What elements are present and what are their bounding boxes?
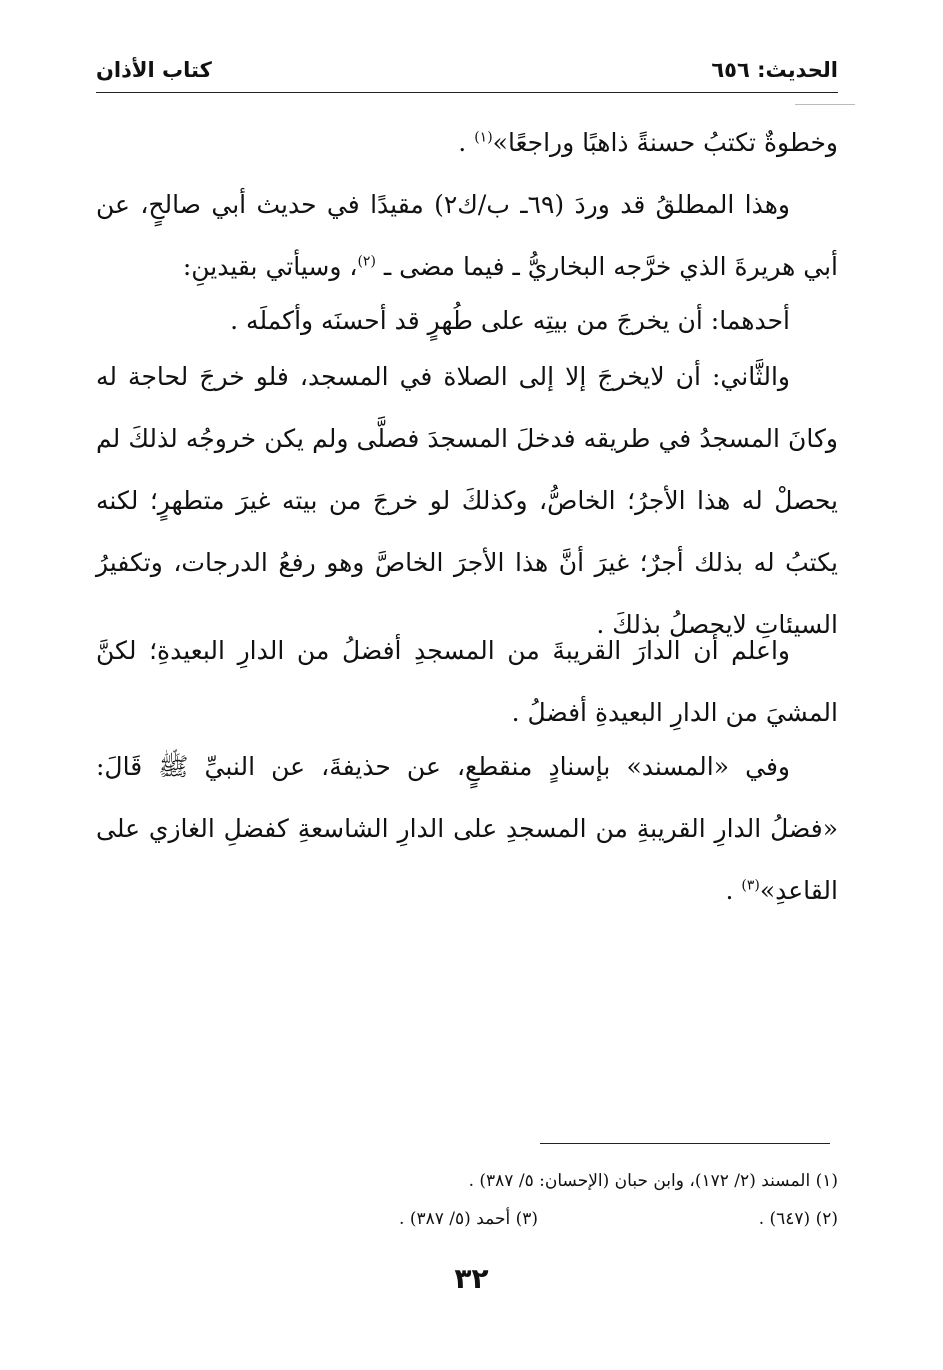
footnote-divider (540, 1143, 830, 1144)
paragraph-2-text-b: ، وسيأتي بقيدينِ: (182, 252, 358, 281)
paragraph-6-text: وفي «المسند» بإسنادٍ منقطعٍ، عن حذيفةَ، عن النبيِّ ﷺ قَالَ: «فضلُ الدارِ القريبةِ من المسجدِ على الدارِ الشاسعةِ كفضلِ الغازي على القاعدِ» (96, 752, 838, 905)
header-divider-accent (795, 104, 855, 105)
book-title: كتاب الأذان (96, 58, 212, 82)
paragraph-3-text: أحدهما: أن يخرجَ من بيتِه على طُهرٍ قد أحسنَه وأكملَه . (230, 306, 790, 335)
body-paragraph-5 (96, 620, 838, 744)
paragraph-5-text: واعلم أن الدارَ القريبةَ من المسجدِ أفضلُ من الدارِ البعيدةِ؛ لكنَّ المشيَ من الدارِ البعيدةِ أفضلُ . (96, 636, 838, 727)
body-paragraph-3 (96, 290, 838, 352)
footnote-row (300, 1162, 838, 1200)
hadith-number: الحديث: ٦٥٦ (711, 58, 838, 82)
paragraph-1-end: . (458, 128, 475, 157)
header-divider (96, 92, 838, 93)
footnote-row (300, 1200, 838, 1238)
footnote-ref-2: (٢) (357, 253, 376, 270)
body-paragraph-1 (96, 112, 838, 174)
footnote-3: (٣) أحمد (٥/ ٣٨٧) . (399, 1209, 538, 1229)
page-number: ٣٢ (454, 1262, 489, 1295)
footnote-ref-3: (٣) (741, 877, 760, 894)
body-paragraph-2 (96, 174, 838, 298)
paragraph-2-text-a: وهذا المطلقُ قد وردَ (٦٩ـ ب/ك٢) مقيدًا في حديث أبي صالحٍ، عن أبي هريرةَ الذي خرَّجه البخاريُّ ـ فيما مضى ـ (96, 190, 838, 281)
paragraph-1-text: وخطوةٌ تكتبُ حسنةً ذاهبًا وراجعًا» (492, 128, 838, 157)
body-paragraph-6 (96, 736, 838, 922)
footnote-2: (٢) (٦٤٧) . (758, 1209, 838, 1229)
body-paragraph-4 (96, 346, 838, 656)
footnote-ref-1: (١) (474, 129, 493, 146)
running-header (96, 58, 838, 88)
footnote-1: (١) المسند (٢/ ١٧٢)، وابن حبان (الإحسان: ٥/ ٣٨٧) . (468, 1171, 838, 1191)
paragraph-6-end: . (725, 876, 742, 905)
footnotes (300, 1162, 838, 1238)
paragraph-4-text: والثَّاني: أن لايخرجَ إلا إلى الصلاة في المسجد، فلو خرجَ لحاجة له وكانَ المسجدُ في طريقه فدخلَ المسجدَ فصلَّى ولم يكن خروجُه لذلكَ لم يحصلْ له هذا الأجرُ؛ الخاصُّ، وكذلكَ لو خرجَ من بيته غيرَ متطهرٍ؛ لكنه يكتبُ له بذلك أجرٌ؛ غيرَ أنَّ هذا الأجرَ الخاصَّ وهو رفعُ الدرجات، وتكفيرُ السيئاتِ لايحصلُ بذلكَ . (96, 362, 838, 639)
